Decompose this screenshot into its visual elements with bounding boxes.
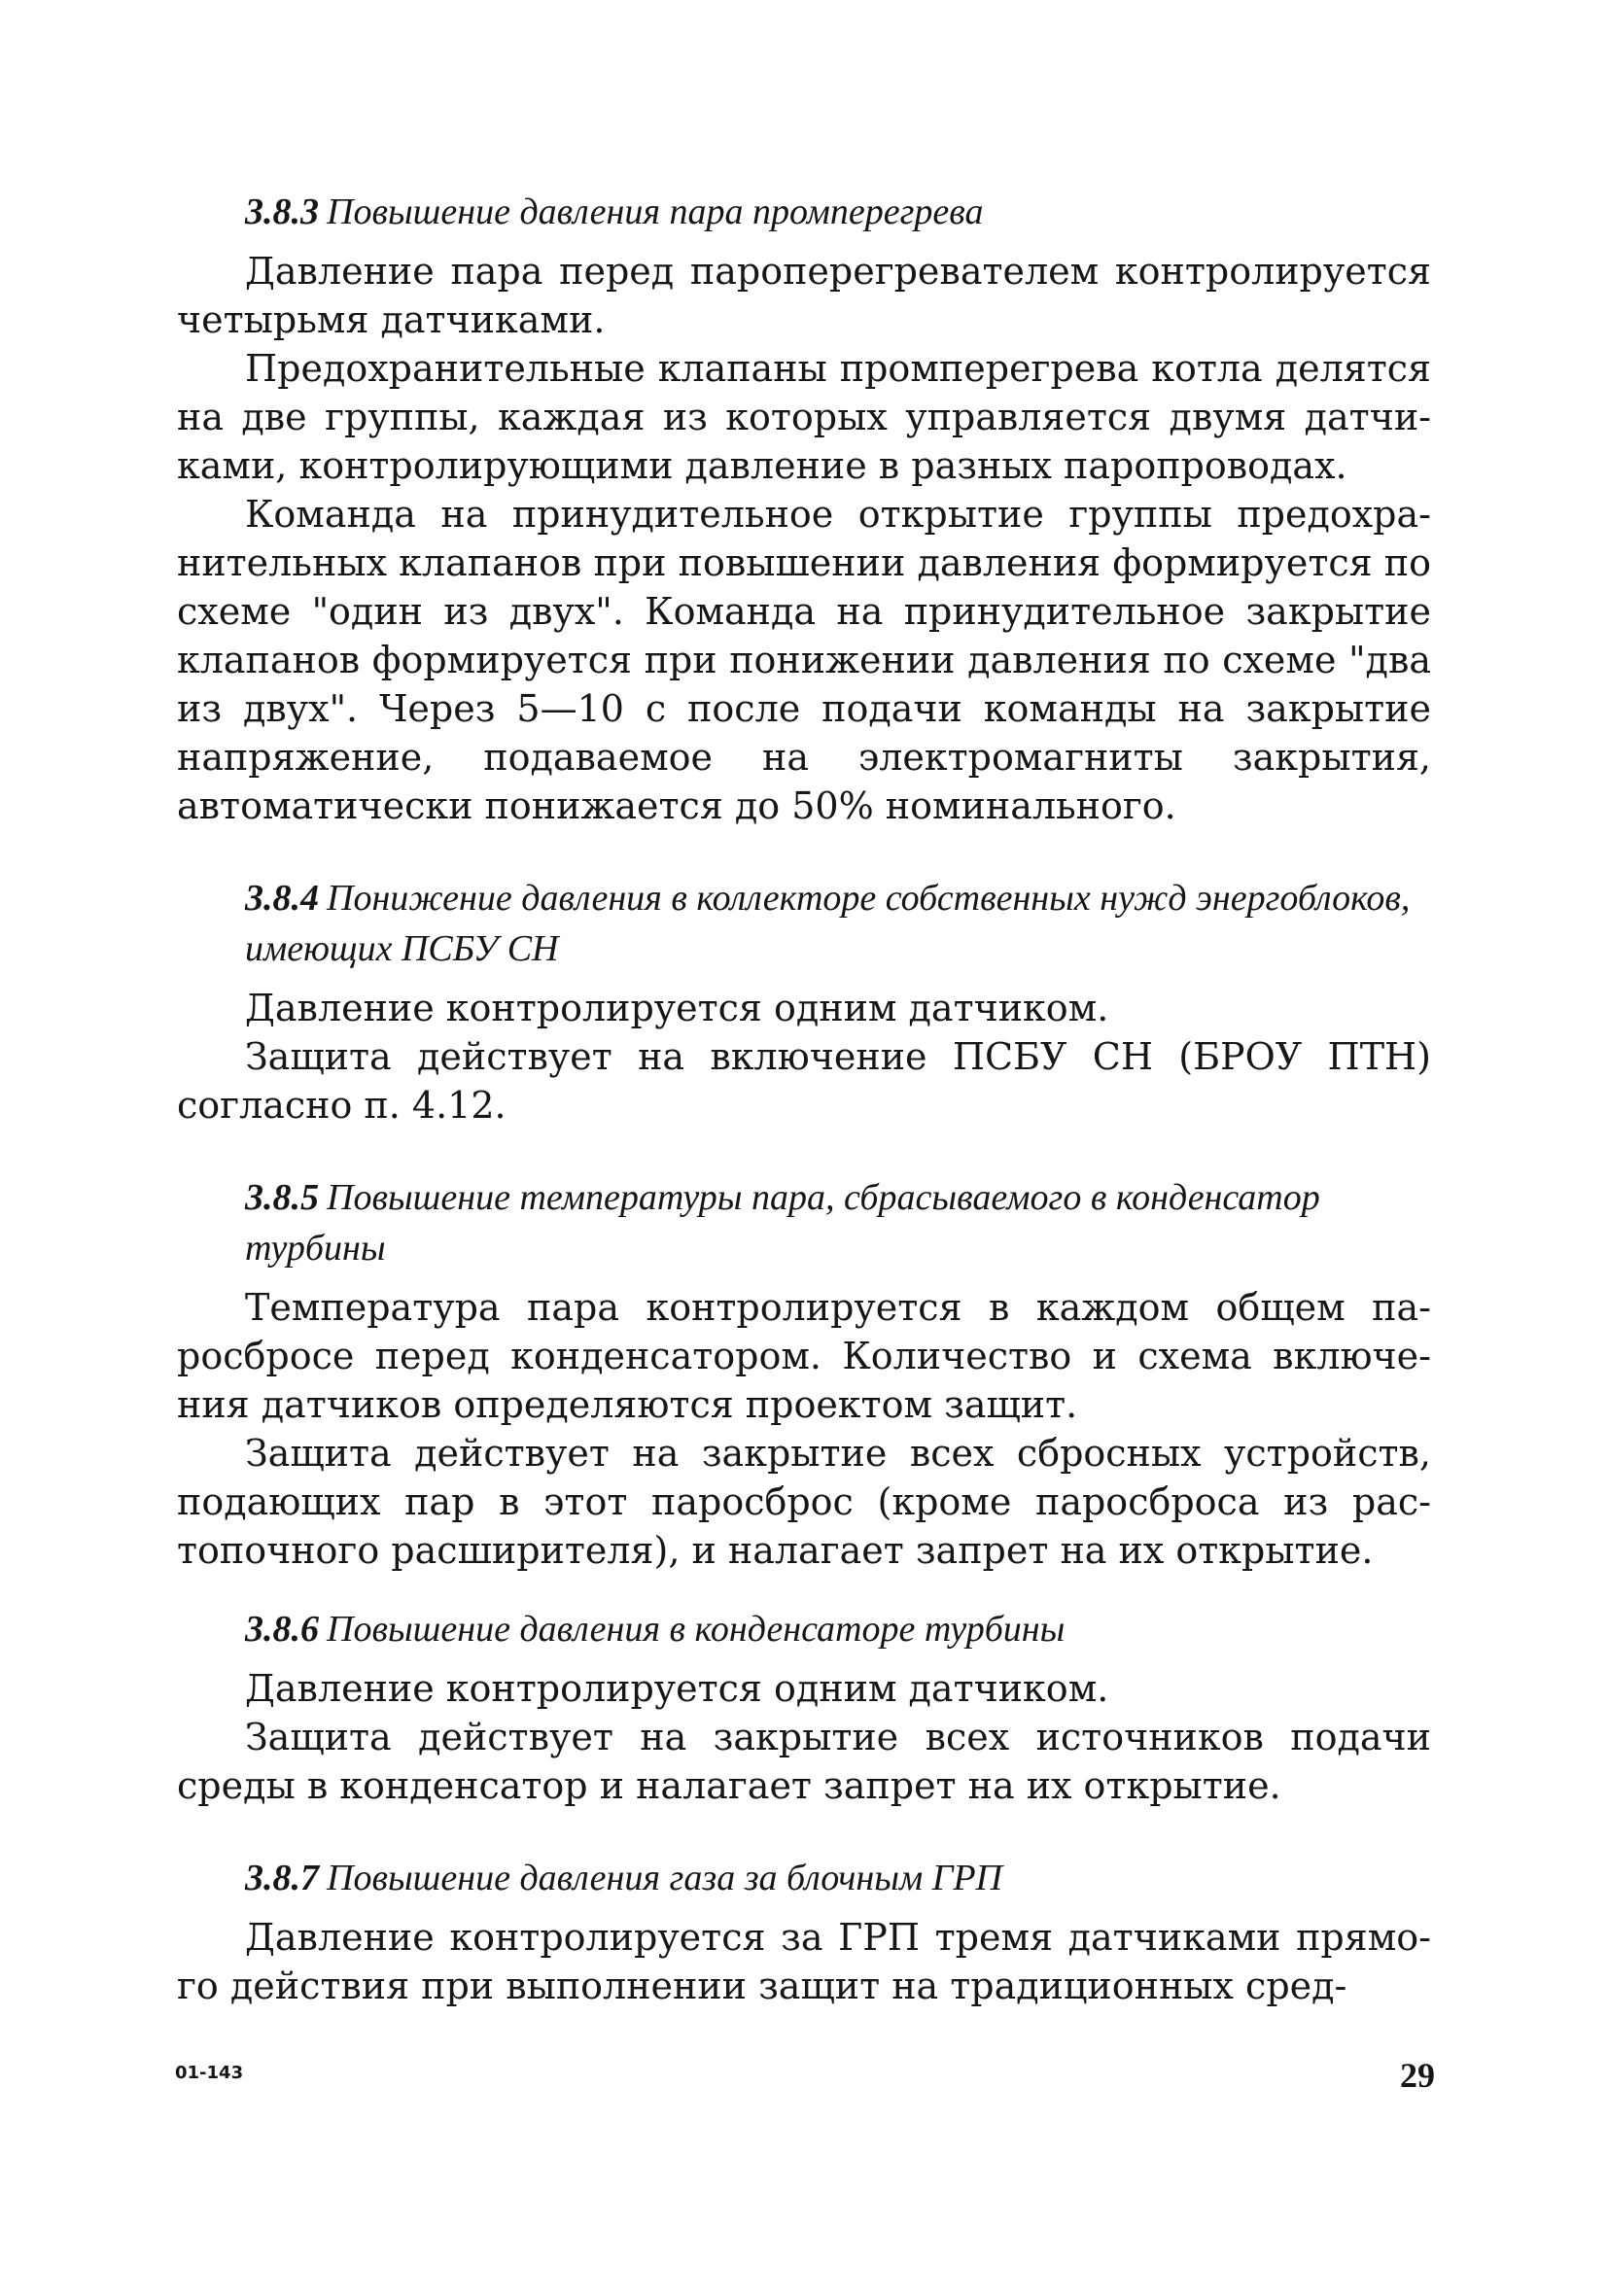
section-title: Повышение давления в конденсаторе турбины (327, 1609, 1066, 1650)
spacer (177, 830, 1431, 873)
paragraph: Защита действует на включение ПСБУ СН (БРОУ ПТН) согласно п. 4.12. (177, 1035, 1431, 1127)
section-title: Повышение давления пара промперегрева (327, 191, 984, 232)
section-number: 3.8.6 (245, 1609, 319, 1650)
section-heading (177, 187, 1431, 237)
section-title: Повышение температуры пара, сбрасываемого в конденсатор турбины (245, 1177, 1320, 1269)
page-body (177, 187, 1431, 2010)
section-3-8-5 (177, 1172, 1431, 1575)
paragraph: Давление контролируется одним датчиком. (245, 1667, 1109, 1710)
section-3-8-3 (177, 187, 1431, 830)
section-heading (177, 873, 1431, 974)
section-heading (177, 1853, 1431, 1903)
section-number: 3.8.3 (245, 191, 319, 232)
section-number: 3.8.7 (245, 1858, 319, 1898)
paragraph: Предохранительные клапаны промперегрева котла делятся на две группы, каждая из которых управляется двумя датчиками, контролирующими давление в разных паропроводах. (177, 347, 1431, 487)
section-title: Повышение давления газа за блочным ГРП (327, 1858, 1002, 1898)
spacer (177, 1575, 1431, 1604)
paragraph: Защита действует на закрытие всех сбросных устройств, подающих пар в этот паросброс (кроме паросброса из растопочного расширителя), и налагает запрет на их открытие. (177, 1432, 1431, 1572)
paragraph: Команда на принудительное открытие группы предохранительных клапанов при повышении давления формируется по схеме "один из двух". Команда на принудительное закрытие клапанов формируется при понижении давления по схеме "два из двух". Через 5—10 с после подачи команды на закрытие напряжение, подаваемое на электромагниты закрытия, автоматически понижается до 50% номинального. (177, 493, 1431, 827)
paragraph: Давление контролируется одним датчиком. (245, 987, 1109, 1029)
paragraph: Давление пара перед пароперегревателем контролируется четырьмя датчиками. (177, 250, 1431, 341)
section-heading (177, 1604, 1431, 1654)
page-footer (175, 2055, 1435, 2094)
section-heading (177, 1172, 1431, 1273)
paragraph: Давление контролируется за ГРП тремя датчиками прямого действия при выполнении защит на традиционных сред- (177, 1916, 1431, 2007)
spacer (177, 1810, 1431, 1853)
section-3-8-4 (177, 873, 1431, 1130)
section-number: 3.8.4 (245, 878, 319, 919)
spacer (177, 1130, 1431, 1172)
section-3-8-6 (177, 1604, 1431, 1810)
page-number: 29 (1400, 2056, 1435, 2095)
section-title: Понижение давления в коллекторе собственных нужд энергоблоков, имеющих ПСБУ СН (245, 878, 1411, 969)
section-number: 3.8.5 (245, 1177, 319, 1218)
paragraph: Защита действует на закрытие всех источников подачи среды в конденсатор и налагает запрет на их открытие. (177, 1716, 1431, 1807)
paragraph: Температура пара контролируется в каждом общем паросбросе перед конденсатором. Количество и схема включения датчиков определяются проектом защит. (177, 1286, 1431, 1426)
section-3-8-7 (177, 1853, 1431, 2010)
print-code: 01-143 (175, 2063, 244, 2083)
